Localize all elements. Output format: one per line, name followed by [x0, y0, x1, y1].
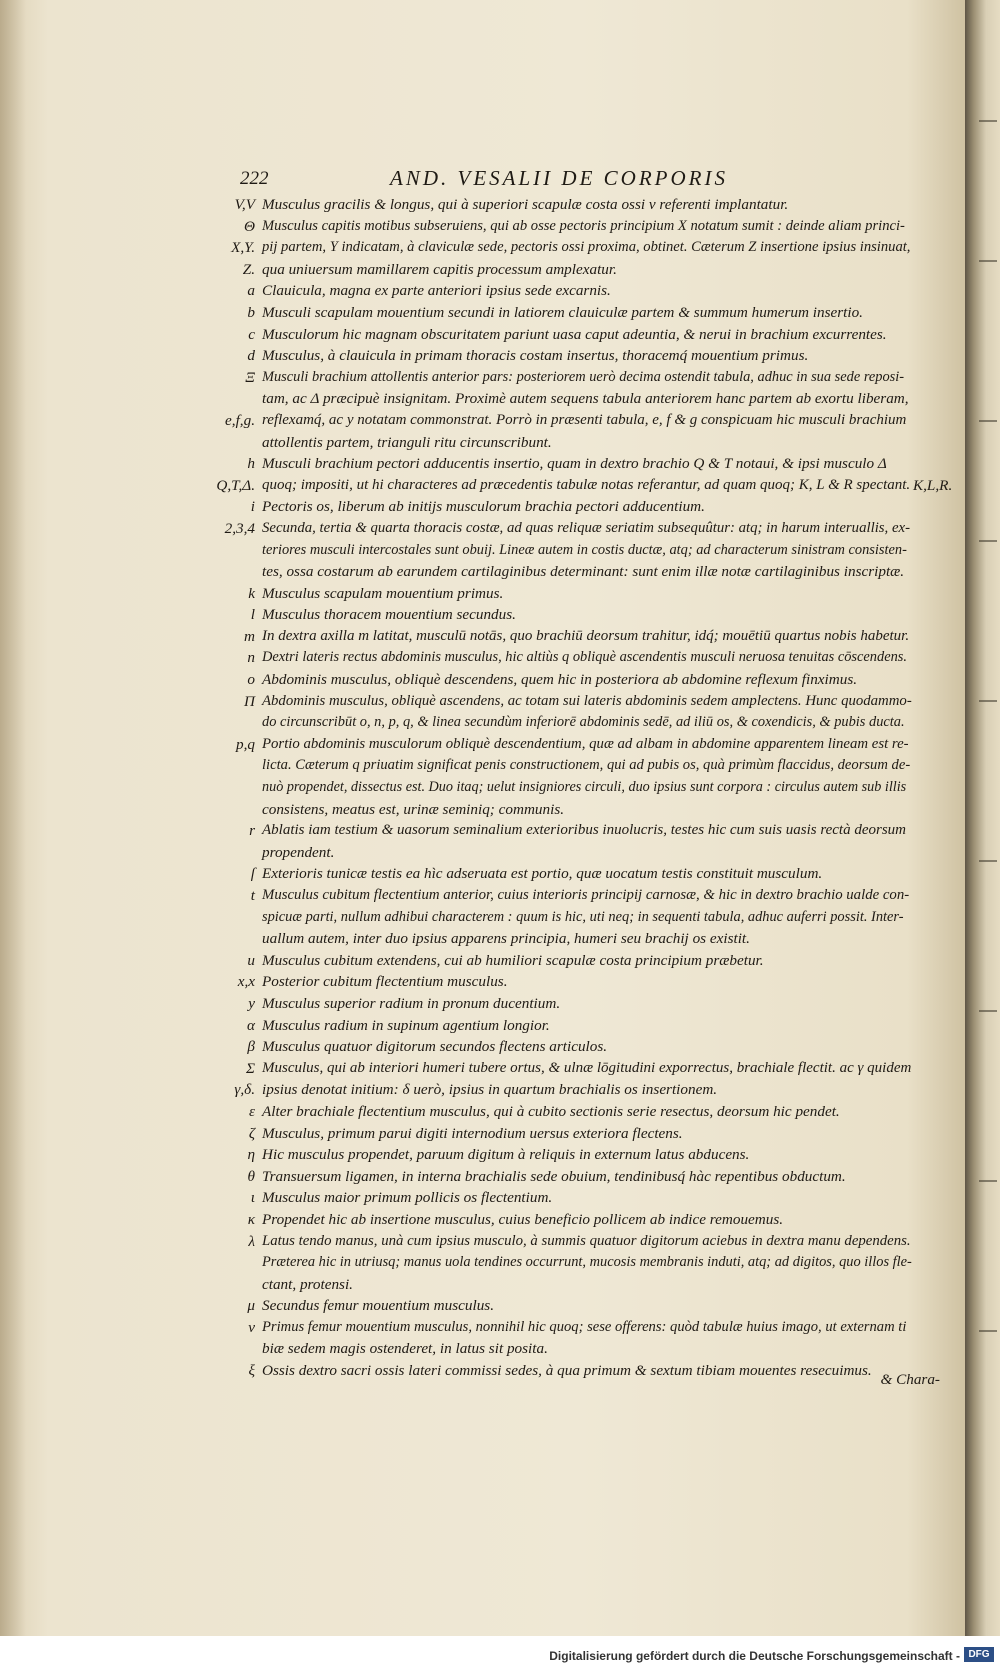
legend-text: reflexamq́, ac y notatam commonstrat. Porrò in præsenti tabula, e, f & g conspicuam hic musculi brachium [262, 411, 907, 428]
legend-key: α [247, 1016, 255, 1034]
legend-text: Exterioris tunicæ testis ea hìc adseruata est portio, quæ uocatum testis constituit musculum. [262, 865, 823, 883]
legend-key: p,q [236, 735, 255, 753]
page-number: 222 [240, 168, 269, 189]
legend-line [0, 801, 965, 823]
legend-text: Musculus superior radium in pronum ducentium. [262, 994, 561, 1012]
legend-key: Ξ [245, 368, 255, 386]
legend-line [0, 995, 965, 1017]
legend-text: quoq; impositi, ut hi characteres ad præcedentis tabulæ notas referantur, ad quam quoq; K, L & R spectant. [262, 476, 911, 493]
legend-text: Musculus, qui ab interiori humeri tubere ortus, & ulnæ lōgitudini exporrectus, brachiale flectit. ac γ quidem [262, 1059, 912, 1076]
legend-text: Ossis dextro sacri ossis lateri commissi sedes, à qua primum & sextum tibiam mouentes resecuimus. [262, 1362, 872, 1380]
legend-line [0, 671, 965, 693]
legend-text: Musculi brachium pectori adducentis insertio, quam in dextro brachio Q & T notaui, & ipsi musculo Δ [262, 455, 887, 473]
legend-text: Musculus scapulam mouentium primus. [262, 584, 504, 602]
legend-key: λ [248, 1232, 255, 1250]
legend-key: i [250, 498, 255, 516]
legend-key: Q,T,Δ. [216, 476, 255, 494]
legend-key: y [248, 994, 255, 1012]
legend-line [0, 261, 965, 283]
legend-line [0, 952, 965, 974]
legend-key: x,x [237, 973, 255, 991]
legend-line [0, 1103, 965, 1125]
legend-line [0, 1362, 965, 1384]
legend-text: qua uniuersum mamillarem capitis processum amplexatur. [262, 260, 617, 278]
legend-text: ctant, protensi. [262, 1275, 353, 1293]
legend-key: ξ [248, 1362, 255, 1380]
legend-text: In dextra axilla m latitat, musculū notās, quo brachiū deorsum trahitur, idq́; mouētiū quartus nobis habetur. [262, 627, 910, 644]
legend-line [0, 1211, 965, 1233]
running-title: AND. VESALII DE CORPORIS [390, 166, 728, 190]
legend-key: ι [250, 1189, 255, 1207]
legend-text: Musculus cubitum extendens, cui ab humiliori scapulæ costa principium præbetur. [262, 951, 764, 969]
legend-text: Musculus, à clauicula in primam thoracis costam insertus, thoracemq́ mouentium primus. [262, 347, 809, 365]
legend-line [0, 693, 965, 715]
legend-key: t [250, 887, 255, 904]
legend-line [0, 909, 965, 931]
legend-line [0, 1125, 965, 1147]
legend-text: Primus femur mouentium musculus, nonnihil hic quoq; sese offerens: quòd tabulæ huius imago, ut externam ti [262, 1318, 907, 1335]
legend-key: γ,δ. [234, 1081, 255, 1099]
legend-key: d [247, 347, 255, 365]
legend-key: o [247, 671, 255, 689]
legend-line [0, 844, 965, 866]
legend-line [0, 369, 965, 391]
legend-line [0, 326, 965, 348]
legend-line [0, 282, 965, 304]
legend-line [0, 714, 965, 736]
legend-line [0, 1017, 965, 1039]
dfg-logo: DFG [964, 1647, 994, 1662]
facing-page-edge [965, 0, 1000, 1636]
legend-text: licta. Cæterum q priuatim significat penis constructionem, qui ad pubis os, quà primùm flaccidus, deorsum de- [262, 757, 911, 774]
legend-key: c [248, 325, 255, 343]
legend-text: Propendet hic ab insertione musculus, cuius beneficio pollicem ab indice remouemus. [262, 1210, 784, 1228]
legend-text: Posterior cubitum flectentium musculus. [262, 973, 508, 991]
legend-line [0, 196, 965, 218]
legend-text: attollentis partem, trianguli ritu circunscribunt. [262, 433, 552, 451]
legend-line [0, 520, 965, 542]
legend-line [0, 1233, 965, 1255]
legend-text: Musculus radium in supinum agentium longior. [262, 1016, 550, 1034]
legend-text: do circunscribūt o, n, p, q, & linea secundùm inferiorē abdominis sedē, ad iliū os, & coxendicis, & pubis ducta. [262, 714, 905, 731]
legend-line [0, 585, 965, 607]
legend-line [0, 1038, 965, 1060]
legend-text: Ablatis iam testium & uasorum seminalium exterioribus inuolucris, testes hic cum suis uasis rectà deorsum [262, 822, 906, 839]
legend-line [0, 1319, 965, 1341]
legend-line [0, 1340, 965, 1362]
legend-text: consistens, meatus est, urinæ seminiq; communis. [262, 800, 565, 818]
legend-key: u [247, 951, 255, 969]
legend-right-key: K,L,R. [913, 476, 953, 494]
legend-text: Alter brachiale flectentium musculus, qui à cubito sectionis serie resectus, deorsum hic pendet. [262, 1102, 840, 1120]
page-header [240, 168, 905, 192]
legend-key: ſ [250, 865, 255, 883]
catchword: & Chara- [880, 1371, 940, 1388]
legend-line [0, 1081, 965, 1103]
legend-text: Secundus femur mouentium musculus. [262, 1297, 495, 1315]
legend-line [0, 606, 965, 628]
legend-line [0, 218, 965, 240]
legend-key: h [247, 455, 255, 473]
legend-key: l [250, 606, 255, 624]
legend-key: Π [244, 692, 255, 710]
legend-line [0, 887, 965, 909]
legend-text: Musculus gracilis & longus, qui à superiori scapulæ costa ossi v referenti implantatur. [262, 196, 789, 213]
legend-line [0, 865, 965, 887]
legend-text: Musculi scapulam mouentium secundi in latiorem clauiculæ partem & summum humerum insertio. [262, 303, 863, 321]
legend-text: tam, ac Δ præcipuè insignitam. Proximè autem sequens tabula anteriorem hanc partem ab exortu liberam, [262, 390, 909, 408]
legend-text: Clauicula, magna ex parte anteriori ipsius sede excarnis. [262, 282, 611, 300]
legend-text: uallum autem, inter duo ipsius apparens principia, humeri seu brachij os existit. [262, 930, 750, 948]
legend-text: Musculus, primum parui digiti internodium uersus exteriora flectens. [262, 1124, 683, 1142]
legend-key: Θ [244, 217, 255, 235]
legend-key: μ [247, 1297, 255, 1315]
legend-line [0, 930, 965, 952]
legend-text: Præterea hic in utriusq; manus uola tendines occurrunt, mucosis membranis induti, atq; ad digitos, quo illos fle- [262, 1254, 912, 1271]
legend-line [0, 1168, 965, 1190]
legend-text: Musculus maior primum pollicis os flectentium. [262, 1189, 553, 1207]
legend-line [0, 455, 965, 477]
legend-key: n [247, 649, 255, 667]
legend-line [0, 390, 965, 412]
legend-text: Musculus cubitum flectentium anterior, cuius interioris principij carnosæ, & hic in dextro brachio ualde con- [262, 887, 910, 903]
legend-line [0, 973, 965, 995]
legend-key: ε [249, 1102, 255, 1120]
legend-text: Abdominis musculus, obliquè descendens, quem hic in posteriora ab abdomine reflexum finximus. [262, 671, 858, 689]
legend-line [0, 779, 965, 801]
legend-line [0, 1060, 965, 1082]
legend-key: η [247, 1146, 255, 1164]
legend-line [0, 1189, 965, 1211]
legend-text: Dextri lateris rectus abdominis musculus, hic altiùs q obliquè ascendentis musculi neruosa tenuitas cōscendens. [262, 649, 907, 666]
legend-key: b [247, 303, 255, 321]
legend-line [0, 736, 965, 758]
legend-text: Musculus capitis motibus subseruiens, qui ab osse pectoris principium X notatum sumit : deinde aliam princi- [262, 217, 905, 234]
legend-key: V,V [234, 196, 255, 213]
legend-text: teriores musculi intercostales sunt obuij. Lineæ autem in costis ductæ, atq; ad characterum sinistram consisten- [262, 541, 907, 558]
legend-line [0, 347, 965, 369]
legend-text: biæ sedem magis ostenderet, in latus sit posita. [262, 1340, 548, 1358]
legend-key: m [244, 627, 255, 645]
legend-key: ν [248, 1318, 255, 1336]
legend-text: Secunda, tertia & quarta thoracis costæ, ad quas reliquæ seriatim subsequûtur: atq; in harum interuallis, ex- [262, 519, 911, 536]
legend-text: Pectoris os, liberum ab initijs musculorum brachia pectori adducentium. [262, 498, 705, 516]
legend-line [0, 757, 965, 779]
legend-key: k [248, 584, 255, 602]
legend-text: Abdominis musculus, obliquè ascendens, ac totam sui lateris abdominis sedem amplectens. Hunc quodammo- [262, 692, 912, 709]
legend-text: tes, ossa costarum ab earundem cartilaginibus determinant: sunt enim illæ notæ cartilaginibus inscriptæ. [262, 563, 905, 581]
legend-line [0, 628, 965, 650]
legend-text: Portio abdominis musculorum obliquè descendentium, quæ ad albam in abdomine apparentem lineam est re- [262, 735, 909, 752]
legend-text: propendent. [262, 843, 335, 861]
legend-key: X,Υ. [231, 239, 255, 257]
legend-line [0, 1297, 965, 1319]
legend-text: Musculi brachium attollentis anterior pars: posteriorem uerò decima ostendit tabula, adhuc in sua sede reposi- [262, 368, 905, 385]
legend-text: nuò propendet, dissectus est. Duo itaq; uelut insigniores circuli, duo ipsius sunt corpora : circulus autem sub illis [262, 779, 907, 796]
legend-text: Musculus thoracem mouentium secundus. [262, 606, 516, 624]
legend-line [0, 1254, 965, 1276]
legend-line [0, 239, 965, 261]
legend-key: κ [247, 1210, 255, 1228]
legend-line [0, 822, 965, 844]
legend-line [0, 1276, 965, 1298]
legend-line [0, 1146, 965, 1168]
legend-text: Transuersum ligamen, in interna brachialis sede obuium, tendinibusq́ hàc repentibus obductum. [262, 1167, 846, 1185]
legend-line [0, 649, 965, 671]
legend-key: 2,3,4 [224, 519, 255, 537]
legend-key: r [249, 822, 255, 840]
legend-line [0, 412, 965, 434]
legend-text: pij partem, Υ indicatam, à claviculæ sede, pectoris ossi proxima, obtinet. Cæterum Z insertione ipsius insinuat, [262, 239, 911, 256]
legend-text: ipsius denotat initium: δ uerò, ipsius in quartum brachialis os insertionem. [262, 1081, 718, 1099]
legend-key: Σ [245, 1059, 255, 1077]
footer-credit: Digitalisierung gefördert durch die Deutsche Forschungsgemeinschaft - [549, 1649, 960, 1663]
legend-text: Hic musculus propendet, paruum digitum à reliquis in externum latus abducens. [262, 1146, 750, 1164]
legend-key: θ [247, 1167, 255, 1185]
legend-text: Musculus quatuor digitorum secundos flectens articulos. [262, 1038, 608, 1056]
legend-key: β [247, 1038, 255, 1056]
legend-line [0, 563, 965, 585]
legend-entries [0, 196, 965, 1384]
legend-line [0, 304, 965, 326]
legend-text: spicuæ parti, nullum adhibui characterem : quum is hic, uti neq; in sequenti tabula, adhuc auferri possit. Inter- [262, 908, 904, 925]
legend-text: Musculorum hic magnam obscuritatem pariunt uasa caput adeuntia, & nerui in brachium excurrentes. [262, 325, 887, 343]
legend-line [0, 498, 965, 520]
legend-line [0, 434, 965, 456]
legend-text: Latus tendo manus, unà cum ipsius musculo, à summis quatuor digitorum aciebus in dextra manu dependens. [262, 1232, 911, 1249]
legend-key: Z. [242, 260, 255, 278]
legend-key: e,f,g. [225, 411, 255, 429]
legend-key: ζ [248, 1124, 255, 1142]
legend-line [0, 477, 965, 499]
legend-key: a [247, 282, 255, 300]
legend-line [0, 542, 965, 564]
